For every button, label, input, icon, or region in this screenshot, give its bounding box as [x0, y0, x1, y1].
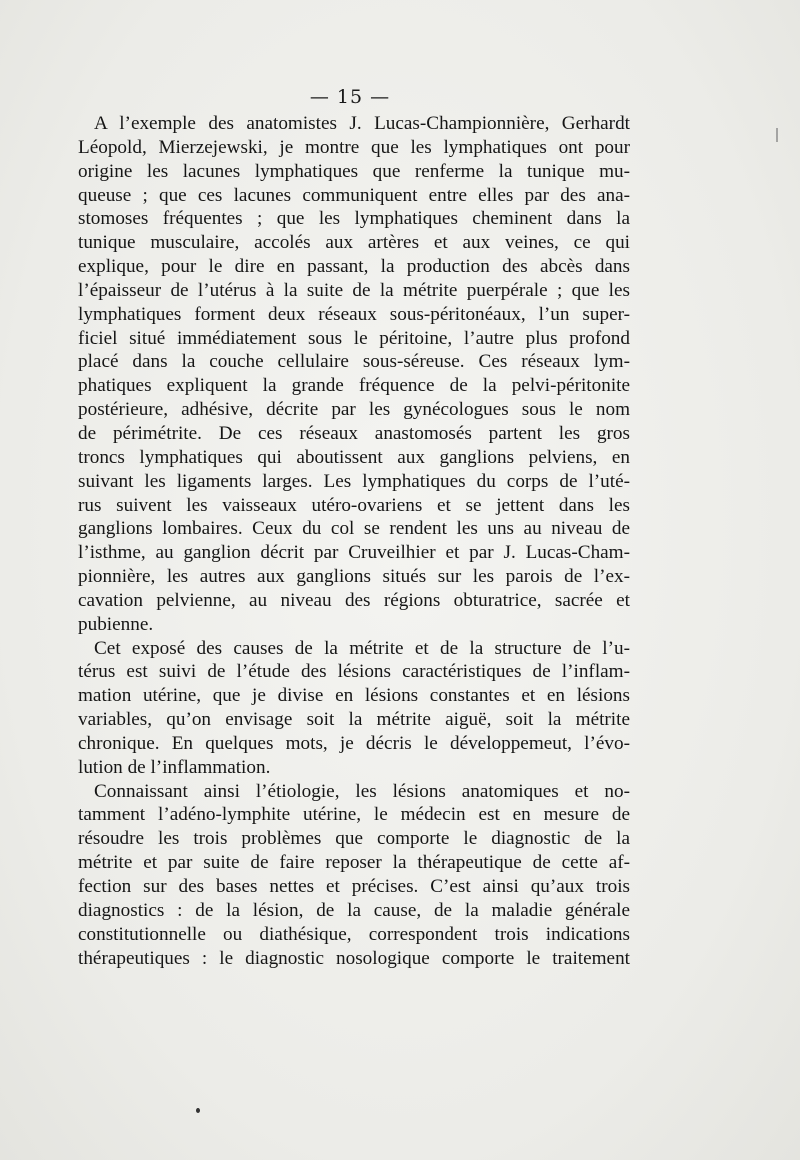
text-line: l’isthme, au ganglion décrit par Cruveilhier et par J. Lucas-Cham-: [78, 542, 630, 564]
text-line: phatiques expliquent la grande fréquence de la pelvi-péritonite: [78, 375, 630, 397]
text-line: Cet exposé des causes de la métrite et de la structure de l’u-: [94, 637, 630, 659]
text-line: thérapeutiques : le diagnostic nosologique comporte le traitement: [78, 947, 630, 969]
text-line: postérieure, adhésive, décrite par les gynécologues sous le nom: [78, 399, 630, 421]
text-line: de périmétrite. De ces réseaux anastomosés partent les gros: [78, 422, 630, 444]
text-line: ganglions lombaires. Ceux du col se rendent les uns au niveau de: [78, 518, 630, 540]
text-line: tunique musculaire, accolés aux artères et aux veines, ce qui: [78, 232, 630, 254]
text-line: placé dans la couche cellulaire sous-séreuse. Ces réseaux lym-: [78, 351, 630, 373]
text-line: lymphatiques forment deux réseaux sous-péritonéaux, l’un super-: [78, 303, 630, 325]
ink-speck: [196, 1108, 200, 1113]
text-line: ficiel situé immédiatement sous le péritoine, l’autre plus profond: [78, 327, 630, 349]
text-line: mation utérine, que je divise en lésions constantes et en lésions: [78, 685, 630, 707]
text-line: constitutionnelle ou diathésique, correspondent trois indications: [78, 923, 630, 945]
text-line: pionnière, les autres aux ganglions situés sur les parois de l’ex-: [78, 566, 630, 588]
text-line: térus est suivi de l’étude des lésions caractéristiques de l’inflam-: [78, 661, 630, 683]
text-line: rus suivent les vaisseaux utéro-ovariens et se jettent dans les: [78, 494, 630, 516]
text-line: métrite et par suite de faire reposer la thérapeutique de cette af-: [78, 852, 630, 874]
page-number: — 15 —: [309, 86, 391, 108]
text-line: queuse ; que ces lacunes communiquent entre elles par des ana-: [78, 184, 630, 206]
body-text: [78, 112, 630, 970]
text-line: lution de l’inflammation.: [78, 756, 271, 778]
text-line: fection sur des bases nettes et précises. C’est ainsi qu’aux trois: [78, 876, 630, 897]
text-line: Connaissant ainsi l’étiologie, les lésions anatomiques et no-: [94, 780, 630, 802]
text-line: chronique. En quelques mots, je décris le développemeut, l’évo-: [78, 732, 630, 754]
text-line: A l’exemple des anatomistes J. Lucas-Championnière, Gerhardt: [94, 113, 630, 134]
text-line: diagnostics : de la lésion, de la cause, de la maladie générale: [78, 899, 630, 921]
text-line: Léopold, Mierzejewski, je montre que les lymphatiques ont pour: [78, 136, 630, 158]
text-line: variables, qu’on envisage soit la métrite aiguë, soit la métrite: [78, 709, 630, 731]
text-line: suivant les ligaments larges. Les lymphatiques du corps de l’uté-: [78, 470, 630, 492]
text-line: pubienne.: [78, 613, 154, 635]
text-line: cavation pelvienne, au niveau des régions obturatrice, sacrée et: [78, 589, 630, 611]
text-line: explique, pour le dire en passant, la production des abcès dans: [78, 256, 630, 278]
text-line: origine les lacunes lymphatiques que renferme la tunique mu-: [78, 160, 630, 182]
text-line: stomoses fréquentes ; que les lymphatiques cheminent dans la: [78, 208, 630, 230]
text-line: l’épaisseur de l’utérus à la suite de la métrite puerpérale ; que les: [78, 279, 630, 301]
margin-mark: [776, 128, 778, 142]
text-line: tamment l’adéno-lymphite utérine, le médecin est en mesure de: [78, 804, 630, 826]
text-line: troncs lymphatiques qui aboutissent aux ganglions pelviens, en: [78, 446, 630, 468]
text-line: résoudre les trois problèmes que comporte le diagnostic de la: [78, 828, 630, 850]
